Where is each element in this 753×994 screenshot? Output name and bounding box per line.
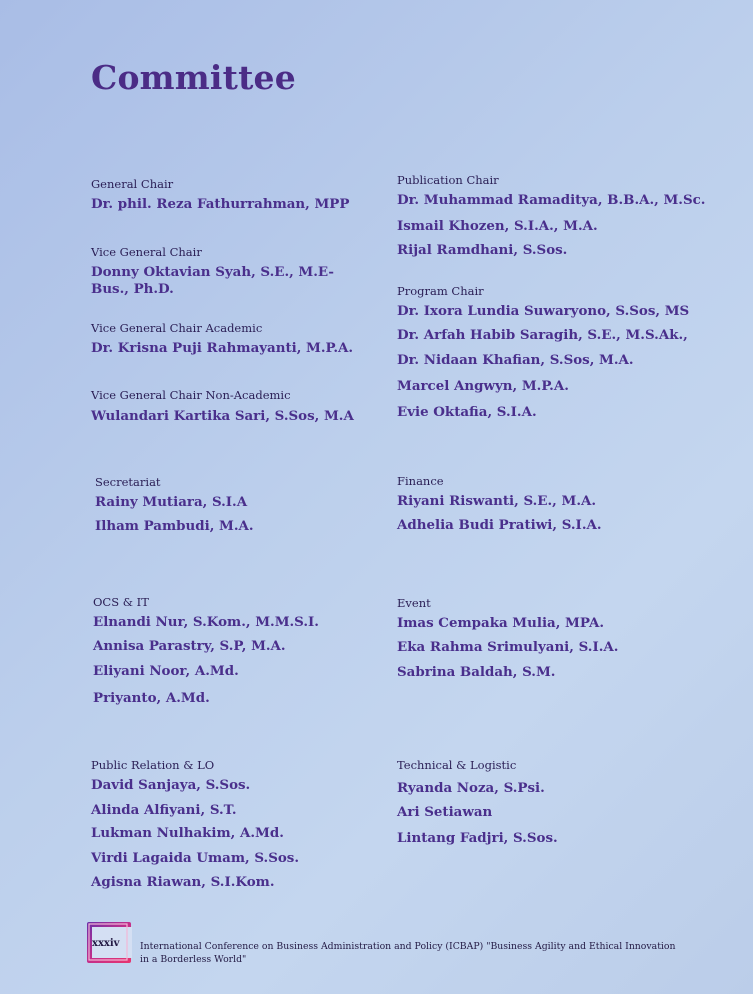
secretariat-member: Ilham Pambudi, M.A. — [95, 518, 254, 534]
vice-general-chair-label: Vice General Chair — [91, 245, 202, 259]
public-relation-member: Agisna Riawan, S.I.Kom. — [91, 874, 275, 890]
publication-chair-label: Publication Chair — [397, 173, 499, 187]
finance-member: Riyani Riswanti, S.E., M.A. — [397, 493, 597, 509]
program-chair-member: Evie Oktafia, S.I.A. — [397, 404, 537, 420]
general-chair-label: General Chair — [91, 177, 174, 191]
public-relation-label: Public Relation & LO — [91, 758, 215, 772]
vice-general-chair-academic-member: Dr. Krisna Puji Rahmayanti, M.P.A. — [91, 340, 354, 356]
public-relation-member: David Sanjaya, S.Sos. — [91, 777, 251, 793]
ocs-it-member: Elnandi Nur, S.Kom., M.M.S.I. — [93, 614, 319, 630]
technical-logistic-member: Lintang Fadjri, S.Sos. — [397, 830, 558, 846]
vice-general-chair-academic-label: Vice General Chair Academic — [91, 321, 263, 335]
page-number: xxxiv — [92, 938, 120, 949]
program-chair-label: Program Chair — [397, 284, 484, 298]
finance-label: Finance — [397, 474, 444, 488]
general-chair-member: Dr. phil. Reza Fathurrahman, MPP — [91, 196, 350, 212]
event-member: Imas Cempaka Mulia, MPA. — [397, 615, 605, 631]
program-chair-member: Dr. Nidaan Khafian, S.Sos, M.A. — [397, 352, 634, 368]
program-chair-member: Dr. Ixora Lundia Suwaryono, S.Sos, MS — [397, 303, 690, 319]
publication-chair-member: Rijal Ramdhani, S.Sos. — [397, 242, 568, 258]
public-relation-member: Alinda Alfiyani, S.T. — [91, 802, 237, 818]
ocs-it-label: OCS & IT — [93, 595, 149, 609]
ocs-it-member: Priyanto, A.Md. — [93, 690, 210, 706]
event-label: Event — [397, 596, 431, 610]
secretariat-label: Secretariat — [95, 475, 161, 489]
publication-chair-member: Dr. Muhammad Ramaditya, B.B.A., M.Sc. — [397, 192, 706, 208]
technical-logistic-label: Technical & Logistic — [397, 758, 517, 772]
public-relation-member: Lukman Nulhakim, A.Md. — [91, 825, 284, 841]
vice-general-chair-non-academic-label: Vice General Chair Non-Academic — [91, 388, 291, 402]
event-member: Sabrina Baldah, S.M. — [397, 664, 556, 680]
finance-member: Adhelia Budi Pratiwi, S.I.A. — [397, 517, 602, 533]
technical-logistic-member: Ryanda Noza, S.Psi. — [397, 780, 545, 796]
publication-chair-member: Ismail Khozen, S.I.A., M.A. — [397, 218, 598, 234]
public-relation-member: Virdi Lagaida Umam, S.Sos. — [91, 850, 299, 866]
footer-text: International Conference on Business Administration and Policy (ICBAP) "Business Agility and Ethical Innovation in a Borderless World" — [140, 941, 676, 965]
vice-general-chair-member: Donny Oktavian Syah, S.E., M.E-Bus., Ph.D. — [91, 264, 334, 297]
ocs-it-member: Eliyani Noor, A.Md. — [93, 663, 239, 679]
secretariat-member: Rainy Mutiara, S.I.A — [95, 494, 248, 510]
page-title: Committee — [91, 58, 296, 97]
program-chair-member: Dr. Arfah Habib Saragih, S.E., M.S.Ak., — [397, 327, 688, 343]
vice-general-chair-non-academic-member: Wulandari Kartika Sari, S.Sos, M.A — [91, 408, 354, 424]
ocs-it-member: Annisa Parastry, S.P, M.A. — [93, 638, 286, 654]
technical-logistic-member: Ari Setiawan — [397, 804, 493, 820]
event-member: Eka Rahma Srimulyani, S.I.A. — [397, 639, 619, 655]
program-chair-member: Marcel Angwyn, M.P.A. — [397, 378, 569, 394]
